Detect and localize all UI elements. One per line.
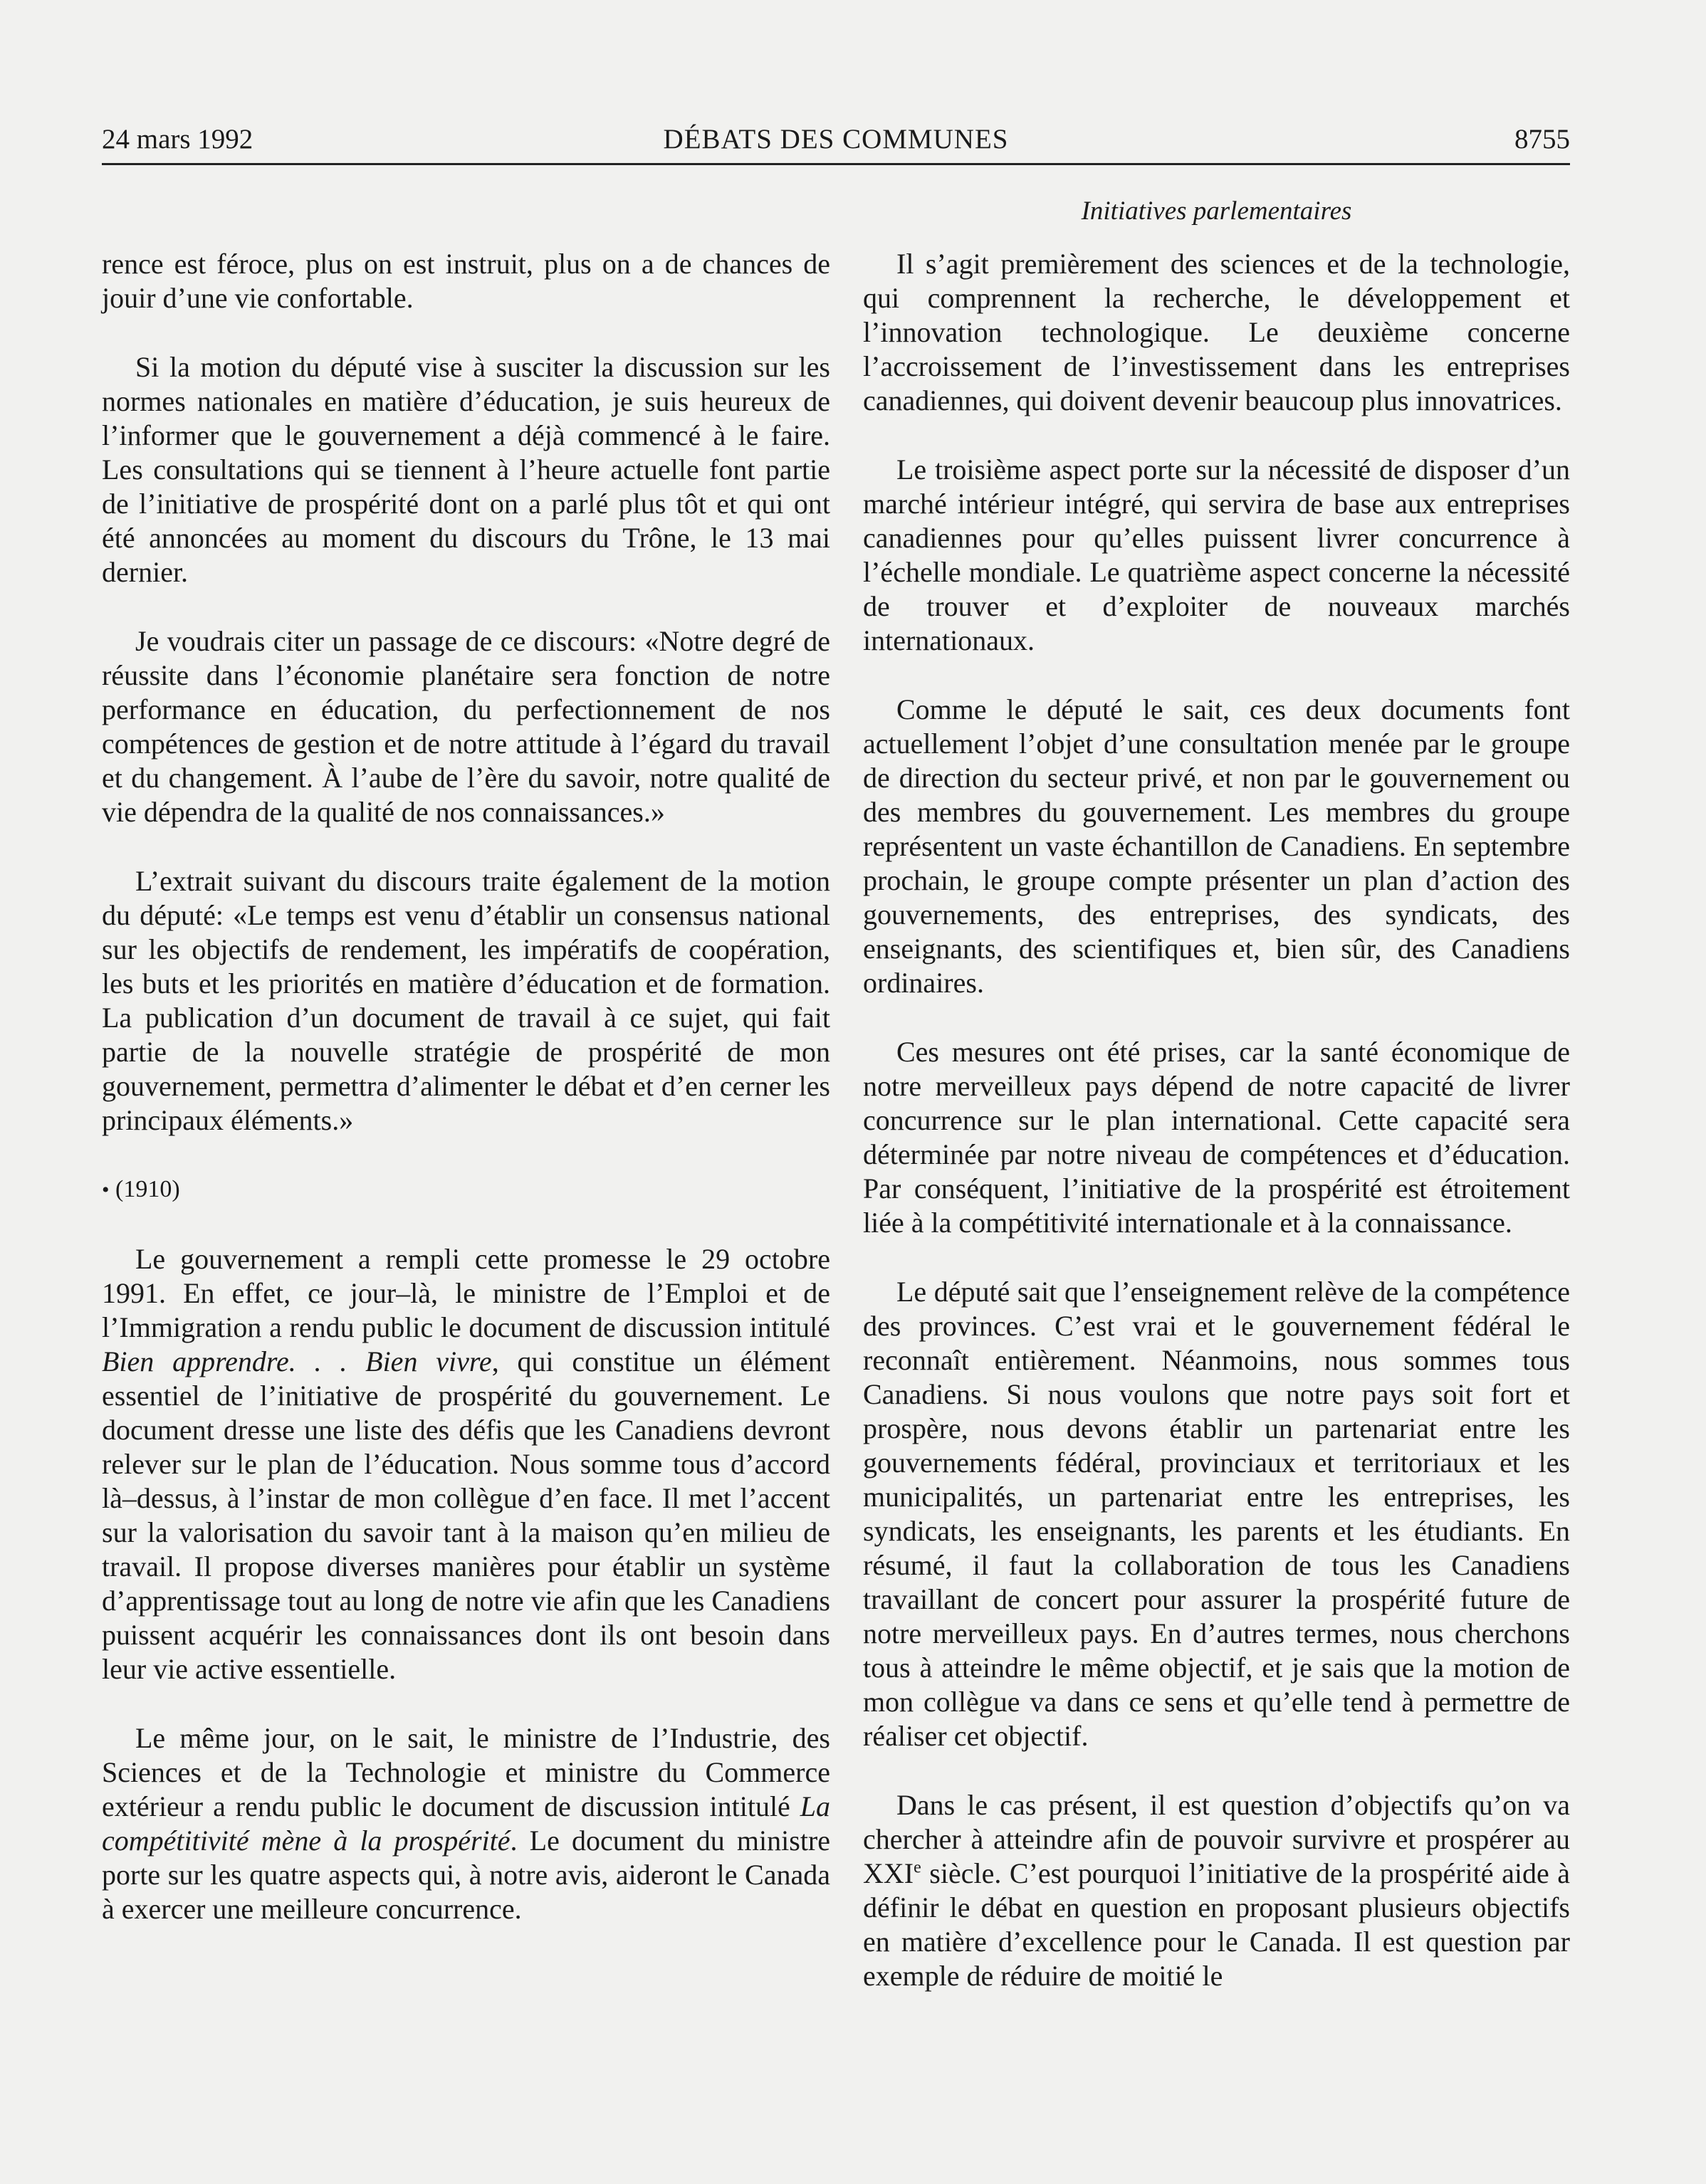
right-paragraph-5: Le député sait que l’enseignement relève de la compétence des provinces. C’est vrai et le gouvernement fédéral le reconnaît entièrement. Néanmoins, nous sommes tous Canadiens. Si nous voulons que notre pays soit fort et prospère, nous devons établir un partenariat entre les gouvernements fédéral, provinciaux et territoriaux et les municipalités, un partenariat entre les entreprises, les syndicats, les enseignants, les parents et les étudiants. En résumé, il faut la collaboration de tous les Canadiens travaillant de concert pour assurer la prospérité future de notre merveilleux pays. En d’autres termes, nous cherchons tous à atteindre le même objectif, et je sais que la motion de mon collègue va dans ce sens et qu’elle tend à permettre de réaliser cet objectif. bbox=[863, 1276, 1570, 1752]
section-heading: Initiatives parlementaires bbox=[1081, 196, 1352, 226]
left-paragraph-6-part-b: . Le document du ministre porte sur les quatre aspects qui, à notre avis, aideront le Canada à exercer une meilleure concurrence. bbox=[102, 1825, 830, 1925]
right-paragraph-6-part-a: Dans le cas présent, il est question d’objectifs qu’on va chercher à atteindre afin de pouvoir survivre et prospérer au XXI bbox=[863, 1789, 1570, 1889]
right-paragraph-2: Le troisième aspect porte sur la nécessité de disposer d’un marché intérieur intégré, qui servira de base aux entreprises canadiennes pour qu’elles puissent livrer concurrence à l’échelle mondiale. Le quatrième aspect concerne la nécessité de trouver et d’exploiter de nouveaux marchés internationaux. bbox=[863, 453, 1570, 656]
bullet-icon: • bbox=[102, 1178, 110, 1202]
right-paragraph-6-part-b: siècle. C’est pourquoi l’initiative de la prospérité aide à définir le débat en question en proposant plusieurs objectifs en matière d’excellence pour le Canada. Il est question par exemple de réduire de moitié le bbox=[863, 1857, 1570, 1992]
left-paragraph-5-part-a: Le gouvernement a rempli cette promesse le 29 octobre 1991. En effet, ce jour–là, le ministre de l’Emploi et de l’Immigration a rendu public le document de discussion intitulé bbox=[102, 1243, 830, 1343]
time-marker-text: (1910) bbox=[115, 1176, 180, 1202]
left-paragraph-6 bbox=[102, 1721, 830, 1926]
header-rule bbox=[102, 163, 1570, 165]
right-paragraph-1: Il s’agit premièrement des sciences et de la technologie, qui comprennent la recherche, le développement et l’innovation technologique. Le deuxième concerne l’accroissement de l’investissement dans les entreprises canadiennes, qui doivent devenir beaucoup plus innovatrices. bbox=[863, 248, 1570, 416]
right-paragraph-6 bbox=[863, 1788, 1570, 1993]
left-paragraph-6-part-a: Le même jour, on le sait, le ministre de l’Industrie, des Sciences et de la Technologie et ministre du Commerce extérieur a rendu public le document de discussion intitulé bbox=[102, 1722, 830, 1822]
header-title: DÉBATS DES COMMUNES bbox=[663, 124, 1009, 154]
page-header bbox=[102, 117, 1570, 160]
header-page-number: 8755 bbox=[1514, 124, 1570, 154]
right-paragraph-3: Comme le député le sait, ces deux documents font actuellement l’objet d’une consultation menée par le groupe de direction du secteur privé, et non par le gouvernement ou des membres du gouvernement. Les membres du groupe représentent un vaste échantillon de Canadiens. En septembre prochain, le groupe compte présenter un plan d’action des gouvernements, des entreprises, des syndicats, des enseignants, des scientifiques et, bien sûr, des Canadiens ordinaires. bbox=[863, 693, 1570, 999]
superscript-e: e bbox=[914, 1858, 921, 1877]
left-paragraph-5 bbox=[102, 1242, 830, 1686]
document-title-bien-apprendre: Bien apprendre. . . Bien vivre bbox=[102, 1345, 492, 1377]
right-paragraph-4: Ces mesures ont été prises, car la santé économique de notre merveilleux pays dépend de notre capacité de livrer concurrence sur le plan international. Cette capacité sera déterminée par notre niveau de compétences et d’éducation. Par conséquent, l’initiative de la prospérité est étroitement liée à la compétitivité internationale et à la connaissance. bbox=[863, 1036, 1570, 1239]
document-title-competitivite: La compétitivité mène à la prospérité bbox=[102, 1790, 830, 1857]
time-marker bbox=[102, 1172, 830, 1207]
left-column bbox=[102, 247, 830, 1961]
left-paragraph-5-part-b: , qui constitue un élément essentiel de l’initiative de prospérité du gouvernement. Le document dresse une liste des défis que les Canadiens devront relever sur le plan de l’éducation. Nous somme tous d’accord là–dessus, à l’instar de mon collègue d’en face. Il met l’accent sur la valorisation du savoir tant à la maison qu’en milieu de travail. Il propose diverses manières pour établir un système d’apprentissage tout au long de notre vie afin que les Canadiens puissent acquérir les connaissances dont ils ont besoin dans leur vie active essentielle. bbox=[102, 1345, 830, 1685]
left-paragraph-2: Si la motion du député vise à susciter la discussion sur les normes nationales en matière d’éducation, je suis heureux de l’informer que le gouvernement a déjà commencé à le faire. Les consultations qui se tiennent à l’heure actuelle font partie de l’initiative de prospérité dont on a parlé plus tôt et qui ont été annoncées au moment du discours du Trône, le 13 mai dernier. bbox=[102, 351, 830, 588]
right-column bbox=[863, 247, 1570, 2028]
left-paragraph-4: L’extrait suivant du discours traite également de la motion du député: «Le temps est venu d’établir un consensus national sur les objectifs de rendement, les impératifs de coopération, les buts et les priorités en matière d’éducation et de formation. La publication d’un document de travail à ce sujet, qui fait partie de la nouvelle stratégie de prospérité de mon gouvernement, permettra d’alimenter le débat et d’en cerner les principaux éléments.» bbox=[102, 865, 830, 1136]
left-paragraph-3: Je voudrais citer un passage de ce discours: «Notre degré de réussite dans l’économie planétaire sera fonction de notre performance en éducation, du perfectionnement de nos compétences de gestion et de notre attitude à l’égard du travail et du changement. À l’aube de l’ère du savoir, notre qualité de vie dépendra de la qualité de nos connaissances.» bbox=[102, 625, 830, 828]
left-paragraph-1: rence est féroce, plus on est instruit, plus on a de chances de jouir d’une vie confortable. bbox=[102, 248, 830, 314]
header-date: 24 mars 1992 bbox=[102, 124, 253, 154]
